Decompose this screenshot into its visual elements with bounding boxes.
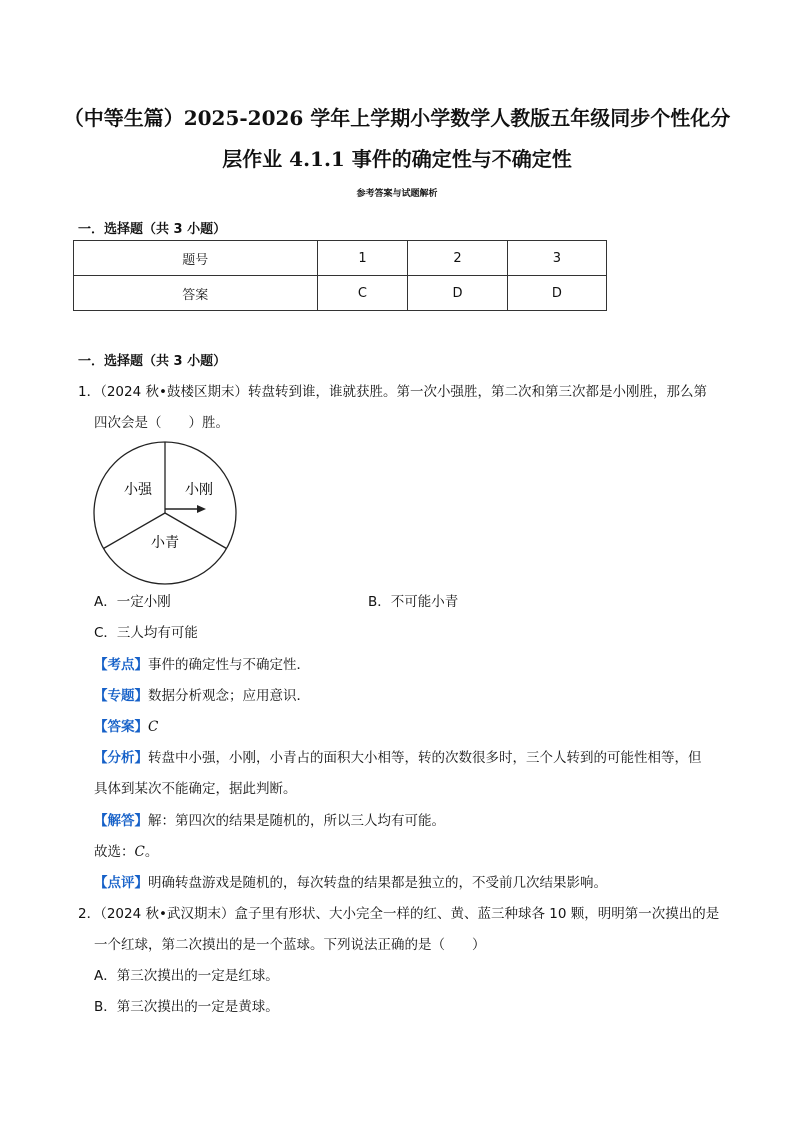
wheel-label-bottom: 小青 (151, 535, 179, 551)
question-1-line-1: 1．（2024 秋•鼓楼区期末）转盘转到谁，谁就获胜。第一次小强胜，第二次和第三次都是小刚胜，那么第 (78, 384, 707, 400)
pointer-arrow-head (197, 505, 206, 513)
zhuanti-text: 数据分析观念；应用意识． (148, 688, 310, 704)
document-title (40, 98, 754, 180)
answer-table (73, 240, 607, 311)
table-cell: 2 (408, 241, 507, 276)
question-1-line-2: 四次会是（ ）胜。 (94, 415, 229, 431)
daan-tag: 【答案】 (94, 719, 148, 735)
question-2-option-a: A．第三次摸出的一定是红球。 (94, 968, 279, 984)
section-heading-answers: 一．选择题（共 3 小题） (78, 222, 227, 237)
kaodian-tag: 【考点】 (94, 657, 148, 673)
kaodian-line (94, 653, 310, 673)
question-2-line-2: 一个红球，第二次摸出的是一个蓝球。下列说法正确的是（ ） (94, 937, 486, 953)
table-cell: C (317, 276, 408, 311)
jieda-tag: 【解答】 (94, 813, 148, 829)
guxuan-line (94, 840, 158, 860)
zhuanti-tag: 【专题】 (94, 688, 148, 704)
kaodian-text: 事件的确定性与不确定性． (148, 657, 310, 673)
guxuan-prefix: 故选： (94, 844, 135, 860)
dianping-tag: 【点评】 (94, 875, 148, 891)
table-cell: 题号 (74, 241, 318, 276)
daan-line (94, 715, 158, 735)
daan-text: C (148, 719, 159, 735)
jieda-line (94, 809, 445, 829)
question-2-option-b: B．第三次摸出的一定是黄球。 (94, 999, 279, 1015)
wheel-label-left: 小强 (124, 482, 152, 498)
wheel-label-right: 小刚 (185, 482, 213, 498)
dianping-text: 明确转盘游戏是随机的，每次转盘的结果都是独立的，不受前几次结果影响。 (148, 875, 607, 891)
fenxi-text-1: 转盘中小强，小刚，小青占的面积大小相等，转的次数很多时，三个人转到的可能性相等，但 (148, 750, 702, 766)
fenxi-line-1 (94, 746, 702, 766)
option-b: B．不可能小青 (368, 594, 459, 610)
zhuanti-line (94, 684, 310, 704)
option-a: A．一定小刚 (94, 594, 171, 610)
table-cell: D (507, 276, 606, 311)
title-line-2: 层作业 4.1.1 事件的确定性与不确定性 (222, 147, 572, 171)
table-row (74, 241, 607, 276)
jieda-text: 解：第四次的结果是随机的，所以三人均有可能。 (148, 813, 445, 829)
subtitle: 参考答案与试题解析 (356, 189, 438, 199)
guxuan-value: C (134, 844, 145, 860)
table-cell: 1 (317, 241, 408, 276)
table-cell: 答案 (74, 276, 318, 311)
spinner-wheel-figure (92, 440, 242, 586)
title-line-1: （中等生篇）2025-2026 学年上学期小学数学人教版五年级同步个性化分 (63, 106, 731, 130)
table-cell: 3 (507, 241, 606, 276)
table-cell: D (408, 276, 507, 311)
dianping-line (94, 871, 607, 891)
fenxi-tag: 【分析】 (94, 750, 148, 766)
guxuan-suffix: 。 (144, 844, 159, 860)
table-row (74, 276, 607, 311)
question-2-line-1: 2．（2024 秋•武汉期末）盒子里有形状、大小完全一样的红、黄、蓝三种球各 10 颗，明明第一次摸出的是 (78, 906, 720, 922)
option-c: C．三人均有可能 (94, 625, 198, 641)
fenxi-line-2: 具体到某次不能确定，据此判断。 (94, 781, 297, 797)
section-heading-questions: 一．选择题（共 3 小题） (78, 354, 227, 369)
